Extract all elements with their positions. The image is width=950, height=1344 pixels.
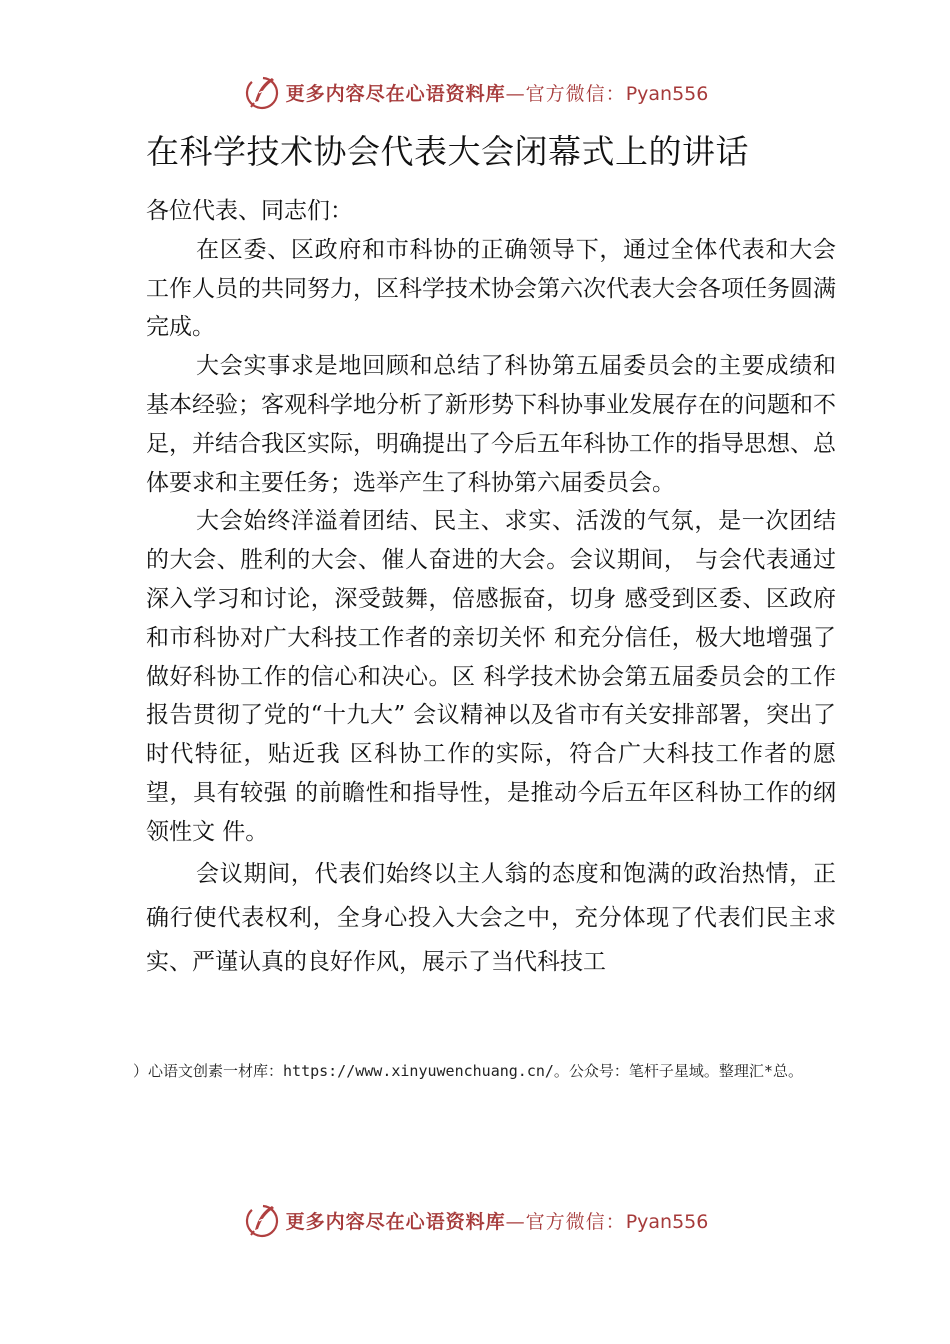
banner-wechat-label: 官方微信： — [525, 1210, 626, 1233]
banner-text — [286, 79, 709, 106]
document-title: 在科学技术协会代表大会闭幕式上的讲话 — [146, 132, 749, 171]
banner-wechat-label: 官方微信： — [525, 82, 626, 105]
paragraph-1: 在区委、区政府和市科协的正确领导下，通过全体代表和大会工作人员的共同努力，区科学技术协会第六次代表大会各项任务圆满完成。 — [146, 236, 836, 341]
document-body — [146, 192, 836, 984]
footer-banner — [0, 1200, 950, 1240]
banner-text — [286, 1207, 709, 1234]
banner-brand: 更多内容尽在心语资料库 — [285, 1210, 506, 1233]
quill-pen-logo-icon — [242, 1200, 282, 1240]
salutation: 各位代表、同志们： — [146, 198, 353, 224]
banner-wechat-id: Pyan556 — [625, 82, 709, 105]
footnote: ）心语文创素一材库：https://www.xinyuwenchuang.cn/。公众号：笔杆子星域。整理汇*总。 — [133, 1062, 803, 1080]
header-banner — [0, 72, 950, 112]
paragraph-4: 会议期间，代表们始终以主人翁的态度和饱满的政治热情，正确行使代表权利，全身心投入大会之中，充分体现了代表们民主求实、严谨认真的良好作风，展示了当代科技工 — [146, 860, 836, 975]
paragraph-3: 大会始终洋溢着团结、民主、求实、活泼的气氛，是一次团结的大会、胜利的大会、催人奋进的大会。会议期间， 与会代表通过深入学习和讨论，深受鼓舞，倍感振奋，切身 感受到区委、区政府和市科协对广大科技工作者的亲切关怀 和充分信任，极大地增强了做好科协工作的信心和决心。区 科学技术协会第五届委员会的工作报告贯彻了党的“十九大” 会议精神以及省市有关安排部署，突出了时代特征，贴近我 区科协工作的实际，符合广大科技工作者的愿望，具有较强 的前瞻性和指导性，是推动今后五年区科协工作的纲领性文 件。 — [146, 508, 836, 845]
banner-wechat-id: Pyan556 — [625, 1210, 709, 1233]
paragraph-2: 大会实事求是地回顾和总结了科协第五届委员会的主要成绩和基本经验；客观科学地分析了新形势下科协事业发展存在的问题和不足，并结合我区实际，明确提出了今后五年科协工作的指导思想、总体要求和主要任务；选举产生了科协第六届委员会。 — [146, 353, 836, 496]
banner-brand: 更多内容尽在心语资料库 — [285, 82, 506, 105]
quill-pen-logo-icon — [242, 72, 282, 112]
banner-separator: — — [505, 1210, 526, 1233]
banner-separator: — — [505, 82, 526, 105]
